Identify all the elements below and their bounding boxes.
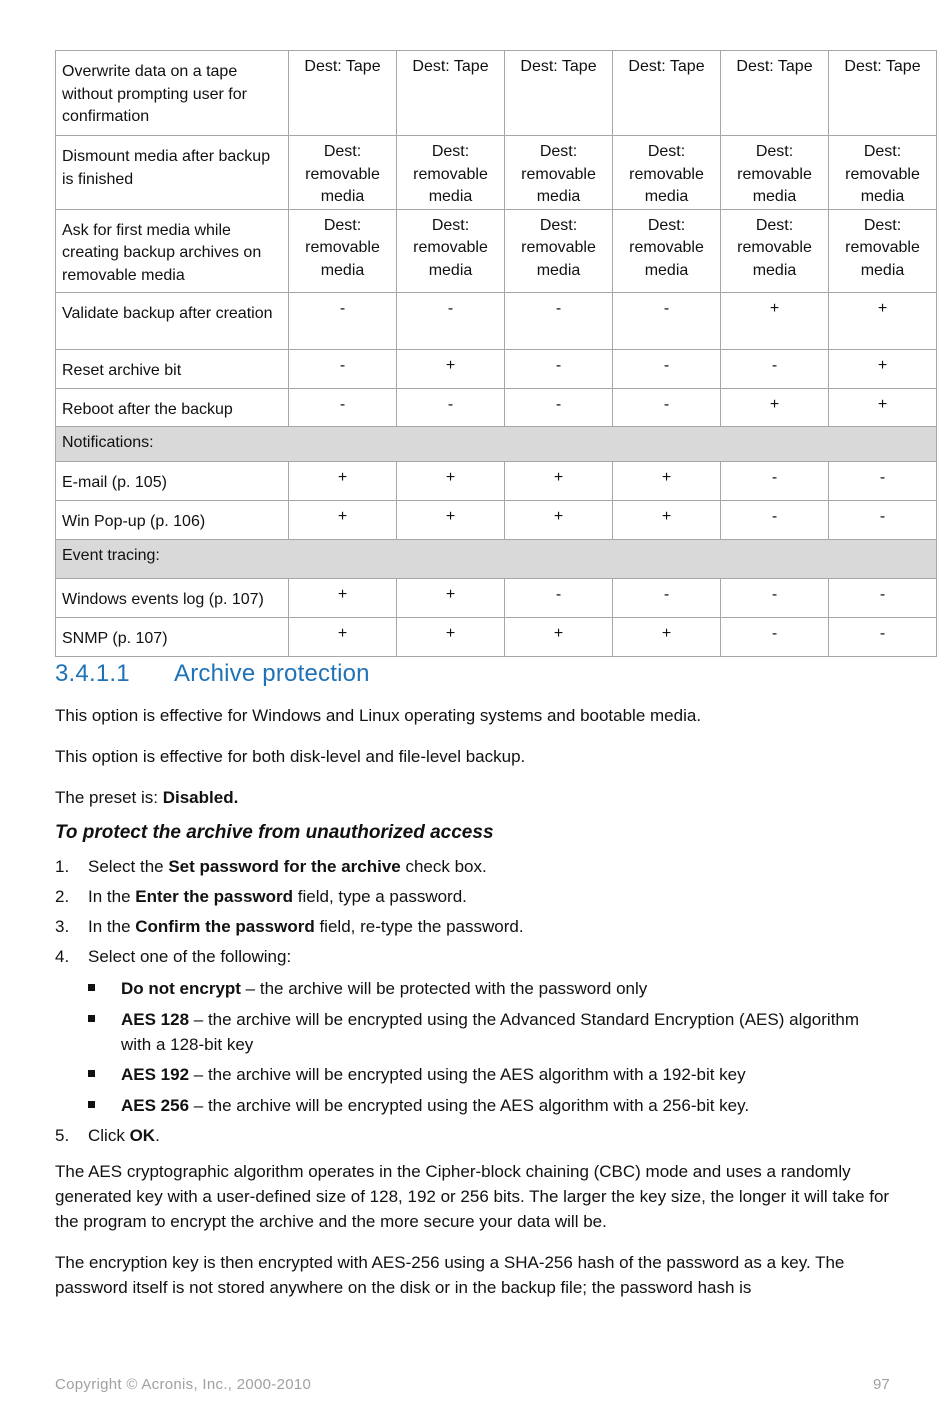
table-row bbox=[56, 618, 937, 657]
value-cell: - bbox=[505, 388, 613, 427]
preset-prefix: The preset is: bbox=[55, 788, 163, 807]
value-cell: Dest: Tape bbox=[721, 51, 829, 136]
step-text: field, re-type the password. bbox=[314, 917, 524, 936]
preset-paragraph bbox=[55, 785, 915, 810]
option-name: AES 256 bbox=[121, 1096, 190, 1115]
step-text: Select one of the following: bbox=[88, 947, 292, 966]
option-item bbox=[88, 976, 888, 1001]
value-cell: Dest: removable media bbox=[721, 209, 829, 293]
section-heading bbox=[55, 660, 370, 688]
intro-paragraph: This option is effective for Windows and Linux operating systems and bootable media. bbox=[55, 706, 702, 725]
value-cell: + bbox=[829, 388, 937, 427]
table-section-row bbox=[56, 427, 937, 462]
value-cell: - bbox=[721, 462, 829, 501]
option-label-cell: Win Pop-up (p. 106) bbox=[56, 501, 289, 540]
value-cell: - bbox=[289, 388, 397, 427]
value-cell: Dest: removable media bbox=[505, 136, 613, 210]
value-cell: - bbox=[289, 293, 397, 350]
value-cell: + bbox=[613, 501, 721, 540]
value-cell: + bbox=[613, 462, 721, 501]
table-row bbox=[56, 51, 937, 136]
step-item bbox=[55, 854, 487, 879]
option-label-cell: Reset archive bit bbox=[56, 350, 289, 389]
step-item bbox=[55, 944, 291, 969]
value-cell: - bbox=[505, 579, 613, 618]
square-bullet-icon bbox=[88, 984, 95, 991]
value-cell: Dest: removable media bbox=[721, 136, 829, 210]
value-cell: - bbox=[721, 350, 829, 389]
table-section-row bbox=[56, 540, 937, 579]
value-cell: - bbox=[721, 501, 829, 540]
step-number: 3. bbox=[55, 917, 70, 936]
value-cell: - bbox=[397, 293, 505, 350]
value-cell: - bbox=[613, 579, 721, 618]
value-cell: - bbox=[829, 618, 937, 657]
value-cell: - bbox=[613, 350, 721, 389]
option-text: – the archive will be encrypted using the Advanced Standard Encryption (AES) algorithm with a 128-bit key bbox=[121, 1010, 860, 1054]
value-cell: Dest: removable media bbox=[613, 209, 721, 293]
option-label-cell: Overwrite data on a tape without prompting user for confirmation bbox=[56, 51, 289, 136]
value-cell: + bbox=[397, 579, 505, 618]
value-cell: Dest: removable media bbox=[397, 209, 505, 293]
option-text: – the archive will be protected with the password only bbox=[240, 979, 648, 998]
section-label: Event tracing: bbox=[56, 540, 937, 579]
value-cell: - bbox=[721, 618, 829, 657]
value-cell: Dest: Tape bbox=[505, 51, 613, 136]
value-cell: - bbox=[829, 579, 937, 618]
value-cell: + bbox=[397, 462, 505, 501]
value-cell: Dest: Tape bbox=[397, 51, 505, 136]
step-text: check box. bbox=[400, 857, 487, 876]
option-name: Do not encrypt bbox=[121, 979, 241, 998]
step-text: Select the bbox=[88, 857, 169, 876]
backup-options-table bbox=[55, 50, 937, 657]
value-cell: + bbox=[613, 618, 721, 657]
value-cell: Dest: Tape bbox=[289, 51, 397, 136]
option-text: – the archive will be encrypted using the AES algorithm with a 192-bit key bbox=[189, 1065, 746, 1084]
table-row bbox=[56, 136, 937, 210]
table-row bbox=[56, 501, 937, 540]
body-paragraph: The AES cryptographic algorithm operates in the Cipher-block chaining (CBC) mode and uses a randomly generated key with a user-defined size of 128, 192 or 256 bits. The larger the key size, the longer it will take for the program to encrypt the archive and the more secure your data will be. bbox=[55, 1162, 890, 1231]
footer-page-number: 97 bbox=[873, 1376, 890, 1393]
table-row bbox=[56, 350, 937, 389]
value-cell: Dest: removable media bbox=[505, 209, 613, 293]
procedure-title: To protect the archive from unauthorized access bbox=[55, 822, 494, 843]
value-cell: Dest: Tape bbox=[613, 51, 721, 136]
step-text: field, type a password. bbox=[293, 887, 467, 906]
step-text: . bbox=[155, 1126, 160, 1145]
value-cell: - bbox=[505, 350, 613, 389]
value-cell: - bbox=[613, 293, 721, 350]
step-bold: Set password for the archive bbox=[168, 857, 401, 876]
section-label: Notifications: bbox=[56, 427, 937, 462]
option-label-cell: E-mail (p. 105) bbox=[56, 462, 289, 501]
value-cell: + bbox=[289, 462, 397, 501]
option-label-cell: Validate backup after creation bbox=[56, 293, 289, 350]
value-cell: Dest: removable media bbox=[289, 209, 397, 293]
option-label-cell: Reboot after the backup bbox=[56, 388, 289, 427]
option-label-cell: Ask for first media while creating backup archives on removable media bbox=[56, 209, 289, 293]
table-body bbox=[56, 51, 937, 657]
value-cell: Dest: Tape bbox=[829, 51, 937, 136]
value-cell: + bbox=[397, 350, 505, 389]
value-cell: Dest: removable media bbox=[829, 209, 937, 293]
value-cell: + bbox=[505, 618, 613, 657]
option-item bbox=[88, 1062, 888, 1087]
preset-value: Disabled. bbox=[162, 788, 239, 807]
value-cell: + bbox=[289, 501, 397, 540]
value-cell: + bbox=[721, 388, 829, 427]
value-cell: Dest: removable media bbox=[289, 136, 397, 210]
option-name: AES 128 bbox=[121, 1010, 190, 1029]
section-title: Archive protection bbox=[174, 660, 370, 687]
value-cell: + bbox=[289, 618, 397, 657]
step-bold: Confirm the password bbox=[135, 917, 315, 936]
value-cell: - bbox=[721, 579, 829, 618]
value-cell: + bbox=[397, 501, 505, 540]
value-cell: + bbox=[505, 501, 613, 540]
value-cell: + bbox=[829, 350, 937, 389]
option-label-cell: Dismount media after backup is finished bbox=[56, 136, 289, 210]
option-name: AES 192 bbox=[121, 1065, 190, 1084]
step-text: In the bbox=[88, 887, 136, 906]
step-text: In the bbox=[88, 917, 136, 936]
step-text: Click bbox=[88, 1126, 130, 1145]
square-bullet-icon bbox=[88, 1101, 95, 1108]
intro-paragraph: This option is effective for both disk-level and file-level backup. bbox=[55, 747, 526, 766]
value-cell: - bbox=[829, 462, 937, 501]
step-number: 5. bbox=[55, 1126, 70, 1145]
option-text: – the archive will be encrypted using the AES algorithm with a 256-bit key. bbox=[189, 1096, 750, 1115]
value-cell: - bbox=[397, 388, 505, 427]
value-cell: Dest: removable media bbox=[613, 136, 721, 210]
table-row bbox=[56, 388, 937, 427]
step-item bbox=[55, 1123, 160, 1148]
step-number: 1. bbox=[55, 857, 70, 876]
table-row bbox=[56, 293, 937, 350]
value-cell: + bbox=[721, 293, 829, 350]
option-item bbox=[88, 1007, 888, 1057]
value-cell: Dest: removable media bbox=[397, 136, 505, 210]
option-item bbox=[88, 1093, 888, 1118]
step-item bbox=[55, 884, 467, 909]
value-cell: + bbox=[829, 293, 937, 350]
option-label-cell: SNMP (p. 107) bbox=[56, 618, 289, 657]
step-number: 2. bbox=[55, 887, 70, 906]
step-item bbox=[55, 914, 524, 939]
table-row bbox=[56, 462, 937, 501]
value-cell: - bbox=[613, 388, 721, 427]
value-cell: - bbox=[289, 350, 397, 389]
value-cell: - bbox=[505, 293, 613, 350]
step-bold: Enter the password bbox=[135, 887, 294, 906]
section-number: 3.4.1.1 bbox=[55, 660, 130, 687]
table-row bbox=[56, 579, 937, 618]
value-cell: + bbox=[289, 579, 397, 618]
option-label-cell: Windows events log (p. 107) bbox=[56, 579, 289, 618]
value-cell: + bbox=[505, 462, 613, 501]
square-bullet-icon bbox=[88, 1015, 95, 1022]
value-cell: Dest: removable media bbox=[829, 136, 937, 210]
value-cell: - bbox=[829, 501, 937, 540]
footer-copyright: Copyright © Acronis, Inc., 2000-2010 bbox=[55, 1376, 312, 1393]
value-cell: + bbox=[397, 618, 505, 657]
step-number: 4. bbox=[55, 947, 70, 966]
square-bullet-icon bbox=[88, 1070, 95, 1077]
step-bold: OK bbox=[129, 1126, 156, 1145]
table-row bbox=[56, 209, 937, 293]
body-paragraph: The encryption key is then encrypted with AES-256 using a SHA-256 hash of the password as a key. The password itself is not stored anywhere on the disk or in the backup file; the password hash is bbox=[55, 1253, 845, 1297]
